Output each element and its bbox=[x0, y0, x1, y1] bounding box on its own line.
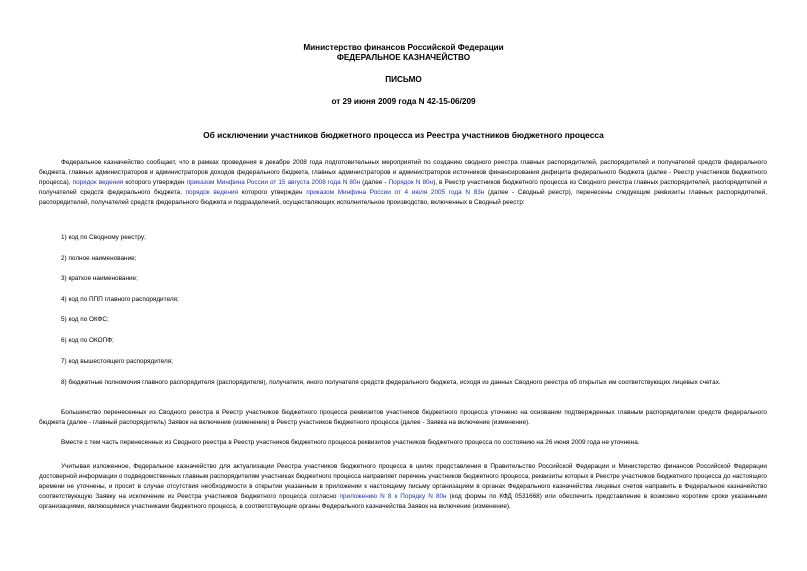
paragraph-3 bbox=[39, 438, 767, 448]
link-order-procedure-2[interactable]: порядок ведения bbox=[185, 189, 238, 196]
intro-text-4: ), в Реестр участников бюджетного процесса из Сводного реестра главных распорядителей, распорядителей и получателей средств федерального бюджета, bbox=[39, 179, 767, 196]
paragraph-2-text: Большинство перенесенных из Сводного реестра в Реестр участников бюджетного процесса реквизитов участников бюджетного процесса уточнено на основании подтвержденных главным распорядителем средств федерального бюджета (далее - главный распорядитель) Заявок на включение (изменение) в Реестр участников бюджетного процесса (далее - Заявка на включение (изменение). bbox=[39, 409, 767, 426]
intro-text-3: (далее - bbox=[360, 179, 389, 186]
document-title: Об исключении участников бюджетного процесса из Реестра участников бюджетного процесса bbox=[203, 130, 604, 140]
list-item: 3) краткое наименование; bbox=[61, 275, 138, 282]
link-order-83n[interactable]: приказом Минфина России от 4 июля 2005 года N 83н bbox=[306, 189, 485, 196]
list-item: 5) код по ОКФС; bbox=[61, 316, 109, 323]
intro-text-2: которого утвержден bbox=[123, 179, 187, 186]
paragraph-4 bbox=[39, 462, 767, 512]
agency-name: ФЕДЕРАЛЬНОЕ КАЗНАЧЕЙСТВО bbox=[336, 53, 471, 62]
intro-text-6: (далее - Сводный реестр), перенесены следующие реквизиты главных распорядителей, распорядителей, получателей средств федерального бюджета и подразделений, осуществляющих исполнительное производство, включенных в Сводный реестр: bbox=[39, 189, 767, 206]
ministry-name: Министерство финансов Российской Федерации bbox=[303, 43, 504, 52]
list-item-8 bbox=[39, 378, 767, 388]
list-item: 2) полное наименование; bbox=[61, 255, 137, 262]
intro-text-5: которого утвержден bbox=[237, 189, 307, 196]
list-item: 6) код по ОКОПФ; bbox=[61, 337, 114, 344]
list-item: 4) код по ППП главного распорядителя; bbox=[61, 296, 179, 303]
document-date-number: от 29 июня 2009 года N 42-15-06/209 bbox=[331, 97, 476, 106]
link-procedure-80n[interactable]: Порядок N 80н bbox=[388, 179, 434, 186]
document-type: ПИСЬМО bbox=[385, 75, 422, 84]
paragraph-3-text: Вместе с тем часть перенесенных из Сводного реестра в Реестр участников бюджетного процесса реквизитов участников бюджетного процесса по состоянию на 26 июня 2009 года не уточнена. bbox=[61, 439, 640, 446]
intro-paragraph bbox=[39, 158, 767, 208]
link-order-80n[interactable]: приказом Минфина России от 15 августа 2008 года N 80н bbox=[186, 179, 361, 186]
link-appendix-8[interactable]: приложению N 8 к Порядку N 80н bbox=[339, 493, 447, 500]
list-item: 7) код вышестоящего распорядителя; bbox=[61, 358, 173, 365]
paragraph-4-text-1: Учитывая изложенное, Федеральное казначейство для актуализации Реестра участников бюджетного процесса в целях представления в Правительство Российской Федерации и Министерство финансов Российской Федерации достоверной информации о подведомственных главным распорядителям участниках бюджетного процесса направляет перечень участников бюджетного процесса, реквизиты которых в Реестре участников бюджетного процесса до настоящего времени не уточнены, и просит в случае отсутствия необходимости в открытии указанным в приложении к настоящему письму организациям в органах Федерального казначейства лицевых счетов направить в Федеральное казначейство соответствующую Заявку на исключение из Реестра участников бюджетного процесса согласно bbox=[39, 463, 767, 500]
paragraph-4-text-2: (код формы по КФД 0531668) или обеспечить представление в возможно короткие сроки указанными организациями, являющимися участниками бюджетного процесса, в соответствующие органы Федерального казначейства Заявок на включение (изменение). bbox=[39, 493, 767, 510]
link-order-procedure[interactable]: порядок ведения bbox=[72, 179, 124, 186]
intro-text-1: Федеральное казначейство сообщает, что в рамках проведения в декабре 2008 года подготовительных мероприятий по созданию сводного реестра главных распорядителей, распорядителей и получателей средств федерального бюджета, главных администраторов и администраторов доходов федерального бюджета, главных администраторов и администраторов источников финансирования дефицита федерального бюджета (далее - Реестр участников бюджетного процесса), bbox=[39, 159, 767, 186]
list-item-8-text: 8) бюджетные полномочия главного распорядителя (распорядителя), получателя, иного получателя средств федерального бюджета, исходя из данных Сводного реестра об открытых им соответствующих лицевых счетах. bbox=[61, 379, 721, 386]
paragraph-2 bbox=[39, 408, 767, 428]
list-item: 1) код по Сводному реестру; bbox=[61, 234, 146, 241]
